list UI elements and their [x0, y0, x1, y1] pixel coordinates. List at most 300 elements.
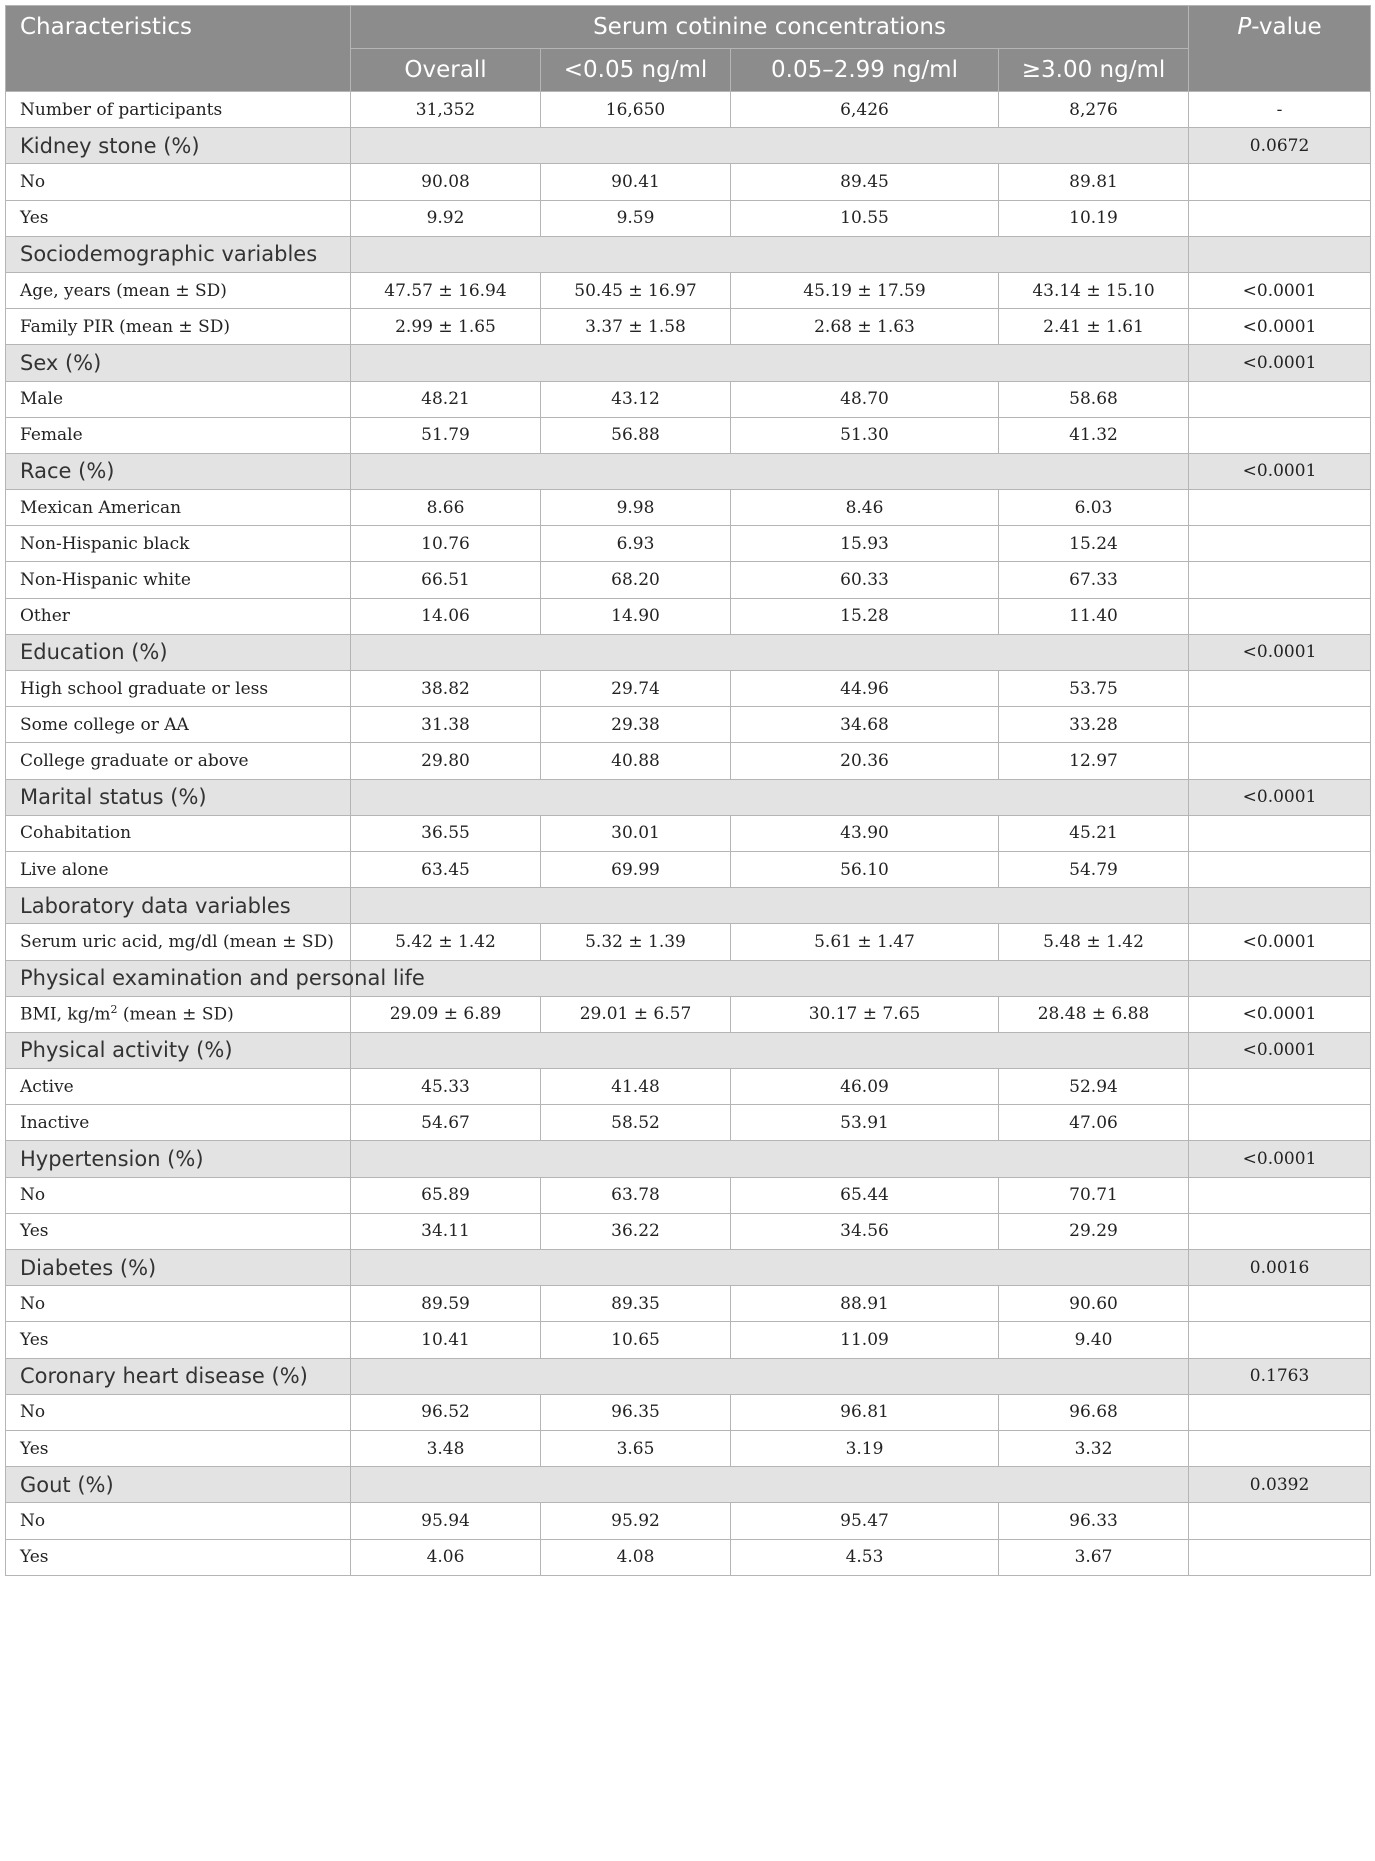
row-label-text: Inactive: [20, 1112, 90, 1133]
p-value-cell: <0.0001: [1189, 634, 1371, 670]
value-cell: 11.40: [999, 598, 1189, 634]
table-row: [6, 1177, 1371, 1213]
p-value-cell: <0.0001: [1189, 924, 1371, 960]
header-col-low: <0.05 ng/ml: [541, 49, 731, 92]
characteristics-table: [5, 5, 1371, 1576]
value-cell: 31.38: [351, 707, 541, 743]
value-cell: 67.33: [999, 562, 1189, 598]
table-row: [6, 1105, 1371, 1141]
header-col-overall: Overall: [351, 49, 541, 92]
value-cell: 5.61 ± 1.47: [731, 924, 999, 960]
value-cell: 9.92: [351, 200, 541, 236]
value-cell: 4.53: [731, 1539, 999, 1575]
row-label-text: Yes: [20, 1221, 49, 1242]
section-row: [6, 1250, 1371, 1286]
header-group-title: Serum cotinine concentrations: [351, 6, 1189, 49]
value-cell: 2.99 ± 1.65: [351, 309, 541, 345]
row-label-text: Sex (%): [20, 350, 102, 375]
section-label: [6, 779, 351, 815]
section-label: [6, 888, 351, 924]
value-cell: 48.21: [351, 381, 541, 417]
row-label: [6, 743, 351, 779]
section-label: [6, 960, 425, 996]
table-row: [6, 309, 1371, 345]
table-row: [6, 598, 1371, 634]
row-label-text: College graduate or above: [20, 750, 249, 771]
value-cell: 95.47: [731, 1503, 999, 1539]
value-cell: 29.09 ± 6.89: [351, 996, 541, 1032]
table-row: [6, 743, 1371, 779]
section-spacer: [351, 1358, 1189, 1394]
value-cell: 43.90: [731, 815, 999, 851]
table-row: [6, 164, 1371, 200]
value-cell: 8.46: [731, 490, 999, 526]
p-value-cell: [1189, 1286, 1371, 1322]
value-cell: 29.01 ± 6.57: [541, 996, 731, 1032]
value-cell: 6,426: [731, 92, 999, 128]
row-label: [6, 707, 351, 743]
row-label-text: Physical activity (%): [20, 1038, 233, 1063]
p-value-cell: 0.0392: [1189, 1467, 1371, 1503]
p-value-cell: [1189, 743, 1371, 779]
table-row: [6, 1539, 1371, 1575]
row-label: [6, 1286, 351, 1322]
row-label-text: Serum uric acid, mg/dl (mean ± SD): [20, 931, 334, 952]
section-label: [6, 1141, 351, 1177]
value-cell: 29.80: [351, 743, 541, 779]
value-cell: 44.96: [731, 671, 999, 707]
header-characteristics: Characteristics: [6, 6, 351, 92]
value-cell: 6.03: [999, 490, 1189, 526]
value-cell: 89.81: [999, 164, 1189, 200]
row-label: [6, 309, 351, 345]
section-row: [6, 345, 1371, 381]
row-label-text: Number of participants: [20, 99, 223, 120]
value-cell: 90.08: [351, 164, 541, 200]
p-value-cell: [1189, 815, 1371, 851]
value-cell: 34.68: [731, 707, 999, 743]
row-label: [6, 490, 351, 526]
p-value-cell: [1189, 1394, 1371, 1430]
value-cell: 6.93: [541, 526, 731, 562]
value-cell: 15.28: [731, 598, 999, 634]
table-row: [6, 924, 1371, 960]
row-label-text: Diabetes (%): [20, 1255, 157, 1280]
value-cell: 20.36: [731, 743, 999, 779]
table-row: [6, 707, 1371, 743]
value-cell: 34.11: [351, 1213, 541, 1249]
value-cell: 56.88: [541, 417, 731, 453]
value-cell: 2.68 ± 1.63: [731, 309, 999, 345]
value-cell: 52.94: [999, 1069, 1189, 1105]
value-cell: 95.92: [541, 1503, 731, 1539]
p-value-cell: <0.0001: [1189, 309, 1371, 345]
value-cell: 65.89: [351, 1177, 541, 1213]
row-label: [6, 924, 351, 960]
row-label-text: Marital status (%): [20, 785, 207, 810]
row-label-text: Gout (%): [20, 1472, 114, 1497]
row-label-text: High school graduate or less: [20, 678, 269, 699]
table-row: [6, 92, 1371, 128]
section-row: [6, 960, 1371, 996]
value-cell: 43.14 ± 15.10: [999, 272, 1189, 308]
value-cell: 41.32: [999, 417, 1189, 453]
row-label: [6, 815, 351, 851]
section-label: [6, 1032, 351, 1068]
value-cell: 63.45: [351, 851, 541, 887]
table-row: [6, 851, 1371, 887]
value-cell: 31,352: [351, 92, 541, 128]
value-cell: 96.52: [351, 1394, 541, 1430]
value-cell: 89.45: [731, 164, 999, 200]
table-row: [6, 815, 1371, 851]
p-value-cell: <0.0001: [1189, 345, 1371, 381]
value-cell: 29.29: [999, 1213, 1189, 1249]
value-cell: 58.68: [999, 381, 1189, 417]
p-value-cell: [1189, 236, 1371, 272]
row-label-text: No: [20, 171, 46, 192]
row-label: [6, 1539, 351, 1575]
row-label-text: Kidney stone (%): [20, 133, 200, 158]
value-cell: 16,650: [541, 92, 731, 128]
table-row: [6, 1069, 1371, 1105]
row-label-text: Yes: [20, 208, 49, 229]
section-spacer: [351, 888, 1189, 924]
p-value-cell: [1189, 960, 1371, 996]
value-cell: 40.88: [541, 743, 731, 779]
section-spacer: [351, 960, 1189, 996]
value-cell: 14.90: [541, 598, 731, 634]
p-value-cell: [1189, 1213, 1371, 1249]
table-row: [6, 1286, 1371, 1322]
value-cell: 95.94: [351, 1503, 541, 1539]
value-cell: 15.93: [731, 526, 999, 562]
p-value-cell: 0.0016: [1189, 1250, 1371, 1286]
value-cell: 90.41: [541, 164, 731, 200]
section-spacer: [351, 1032, 1189, 1068]
section-label: [6, 634, 351, 670]
value-cell: 48.70: [731, 381, 999, 417]
value-cell: 10.76: [351, 526, 541, 562]
value-cell: 11.09: [731, 1322, 999, 1358]
value-cell: 36.55: [351, 815, 541, 851]
table-row: [6, 671, 1371, 707]
p-value-cell: <0.0001: [1189, 1032, 1371, 1068]
value-cell: 34.56: [731, 1213, 999, 1249]
p-value-cell: <0.0001: [1189, 1141, 1371, 1177]
p-value-cell: [1189, 707, 1371, 743]
table-row: [6, 417, 1371, 453]
section-label: [6, 1467, 351, 1503]
value-cell: 43.12: [541, 381, 731, 417]
value-cell: 90.60: [999, 1286, 1189, 1322]
p-value-cell: [1189, 1503, 1371, 1539]
row-label: [6, 92, 351, 128]
row-label: [6, 164, 351, 200]
row-label-text: Non-Hispanic black: [20, 533, 190, 554]
row-label-text: Coronary heart disease (%): [20, 1364, 308, 1389]
header-p-suffix: -value: [1251, 14, 1322, 40]
value-cell: 9.98: [541, 490, 731, 526]
p-value-cell: [1189, 1539, 1371, 1575]
row-label-text: Yes: [20, 1547, 49, 1568]
value-cell: 3.65: [541, 1430, 731, 1466]
table-row: [6, 562, 1371, 598]
row-label-text: Laboratory data variables: [20, 893, 291, 918]
table-container: [5, 5, 1370, 1576]
row-label: [6, 1105, 351, 1141]
row-label: [6, 272, 351, 308]
section-row: [6, 1141, 1371, 1177]
value-cell: 53.91: [731, 1105, 999, 1141]
p-value-cell: [1189, 1177, 1371, 1213]
value-cell: 54.67: [351, 1105, 541, 1141]
value-cell: 36.22: [541, 1213, 731, 1249]
table-body: [6, 92, 1371, 1576]
p-value-cell: <0.0001: [1189, 272, 1371, 308]
value-cell: 66.51: [351, 562, 541, 598]
row-label: [6, 598, 351, 634]
p-value-cell: [1189, 1430, 1371, 1466]
value-cell: 51.79: [351, 417, 541, 453]
section-row: [6, 453, 1371, 489]
row-label-text: Hypertension (%): [20, 1147, 204, 1172]
section-label: [6, 345, 351, 381]
section-row: [6, 888, 1371, 924]
value-cell: 5.42 ± 1.42: [351, 924, 541, 960]
row-label-text: Education (%): [20, 640, 168, 665]
value-cell: 70.71: [999, 1177, 1189, 1213]
table-row: [6, 272, 1371, 308]
row-label-text: No: [20, 1185, 46, 1206]
table-row: [6, 526, 1371, 562]
row-label-text: Race (%): [20, 459, 115, 484]
table-header: [6, 6, 1371, 92]
section-spacer: [351, 453, 1189, 489]
value-cell: 56.10: [731, 851, 999, 887]
section-label: [6, 128, 351, 164]
p-value-cell: [1189, 417, 1371, 453]
row-label: [6, 1213, 351, 1249]
section-row: [6, 128, 1371, 164]
table-row: [6, 200, 1371, 236]
section-row: [6, 634, 1371, 670]
header-p-value: [1189, 6, 1371, 92]
value-cell: 68.20: [541, 562, 731, 598]
value-cell: 3.32: [999, 1430, 1189, 1466]
row-label-text: Yes: [20, 1438, 49, 1459]
row-label-text: Family PIR (mean ± SD): [20, 316, 230, 337]
row-label-suffix: (mean ± SD): [117, 1005, 234, 1026]
value-cell: 15.24: [999, 526, 1189, 562]
row-label: [6, 1177, 351, 1213]
row-label-text: Cohabitation: [20, 823, 132, 844]
row-label-text: Sociodemographic variables: [20, 242, 318, 267]
p-value-cell: [1189, 200, 1371, 236]
value-cell: 45.19 ± 17.59: [731, 272, 999, 308]
row-label-text: Some college or AA: [20, 714, 189, 735]
row-label-text: Mexican American: [20, 497, 182, 518]
value-cell: 47.57 ± 16.94: [351, 272, 541, 308]
row-label: [6, 1503, 351, 1539]
section-row: [6, 1032, 1371, 1068]
row-label: [6, 526, 351, 562]
p-value-cell: [1189, 562, 1371, 598]
value-cell: 28.48 ± 6.88: [999, 996, 1189, 1032]
p-value-cell: 0.0672: [1189, 128, 1371, 164]
value-cell: 12.97: [999, 743, 1189, 779]
value-cell: 10.41: [351, 1322, 541, 1358]
section-label: [6, 236, 351, 272]
value-cell: 96.68: [999, 1394, 1189, 1430]
value-cell: 3.19: [731, 1430, 999, 1466]
header-col-mid: 0.05–2.99 ng/ml: [731, 49, 999, 92]
table-row: [6, 1394, 1371, 1430]
value-cell: 9.59: [541, 200, 731, 236]
value-cell: 33.28: [999, 707, 1189, 743]
row-label: [6, 1069, 351, 1105]
p-value-cell: [1189, 671, 1371, 707]
table-row: [6, 996, 1371, 1032]
value-cell: 53.75: [999, 671, 1189, 707]
section-row: [6, 1358, 1371, 1394]
value-cell: 96.35: [541, 1394, 731, 1430]
p-value-cell: 0.1763: [1189, 1358, 1371, 1394]
value-cell: 3.37 ± 1.58: [541, 309, 731, 345]
section-spacer: [351, 236, 1189, 272]
row-label: [6, 417, 351, 453]
row-label-text: Male: [20, 389, 64, 410]
row-label-text: BMI, kg/m: [20, 1005, 111, 1026]
value-cell: 60.33: [731, 562, 999, 598]
value-cell: 89.35: [541, 1286, 731, 1322]
value-cell: 45.21: [999, 815, 1189, 851]
value-cell: 51.30: [731, 417, 999, 453]
value-cell: 65.44: [731, 1177, 999, 1213]
row-label-text: Physical examination and personal life: [20, 966, 425, 991]
value-cell: 58.52: [541, 1105, 731, 1141]
row-label-superscript: 2: [110, 1003, 118, 1017]
value-cell: 54.79: [999, 851, 1189, 887]
section-spacer: [351, 1467, 1189, 1503]
row-label: [6, 200, 351, 236]
value-cell: 96.33: [999, 1503, 1189, 1539]
value-cell: 3.48: [351, 1430, 541, 1466]
row-label: [6, 851, 351, 887]
value-cell: 96.81: [731, 1394, 999, 1430]
row-label-text: Female: [20, 425, 83, 446]
value-cell: 5.48 ± 1.42: [999, 924, 1189, 960]
value-cell: 8,276: [999, 92, 1189, 128]
row-label: [6, 671, 351, 707]
p-value-cell: [1189, 888, 1371, 924]
value-cell: 45.33: [351, 1069, 541, 1105]
value-cell: 29.38: [541, 707, 731, 743]
p-value-cell: [1189, 164, 1371, 200]
row-label-text: Other: [20, 606, 70, 627]
table-row: [6, 1322, 1371, 1358]
value-cell: 10.19: [999, 200, 1189, 236]
value-cell: 69.99: [541, 851, 731, 887]
p-value-cell: <0.0001: [1189, 453, 1371, 489]
row-label: [6, 562, 351, 598]
section-row: [6, 1467, 1371, 1503]
p-value-cell: <0.0001: [1189, 779, 1371, 815]
value-cell: 9.40: [999, 1322, 1189, 1358]
row-label: [6, 1322, 351, 1358]
p-value-cell: [1189, 381, 1371, 417]
header-col-high: ≥3.00 ng/ml: [999, 49, 1189, 92]
value-cell: 3.67: [999, 1539, 1189, 1575]
value-cell: 14.06: [351, 598, 541, 634]
row-label-text: No: [20, 1293, 46, 1314]
section-label: [6, 1250, 351, 1286]
value-cell: 2.41 ± 1.61: [999, 309, 1189, 345]
section-row: [6, 236, 1371, 272]
row-label: [6, 1430, 351, 1466]
p-value-cell: [1189, 490, 1371, 526]
p-value-cell: [1189, 851, 1371, 887]
section-row: [6, 779, 1371, 815]
table-row: [6, 1503, 1371, 1539]
value-cell: 4.08: [541, 1539, 731, 1575]
value-cell: 30.01: [541, 815, 731, 851]
value-cell: 38.82: [351, 671, 541, 707]
value-cell: 47.06: [999, 1105, 1189, 1141]
row-label-text: No: [20, 1402, 46, 1423]
table-row: [6, 490, 1371, 526]
value-cell: 46.09: [731, 1069, 999, 1105]
p-value-cell: <0.0001: [1189, 996, 1371, 1032]
p-value-cell: [1189, 526, 1371, 562]
row-label-text: Live alone: [20, 859, 109, 880]
row-label: [6, 996, 351, 1032]
value-cell: 29.74: [541, 671, 731, 707]
row-label-text: Active: [20, 1076, 74, 1097]
table-row: [6, 1213, 1371, 1249]
p-value-cell: -: [1189, 92, 1371, 128]
value-cell: 63.78: [541, 1177, 731, 1213]
value-cell: 10.65: [541, 1322, 731, 1358]
value-cell: 10.55: [731, 200, 999, 236]
table-row: [6, 1430, 1371, 1466]
row-label-text: Yes: [20, 1329, 49, 1350]
section-spacer: [351, 345, 1189, 381]
value-cell: 4.06: [351, 1539, 541, 1575]
value-cell: 89.59: [351, 1286, 541, 1322]
value-cell: 88.91: [731, 1286, 999, 1322]
section-label: [6, 1358, 351, 1394]
value-cell: 30.17 ± 7.65: [731, 996, 999, 1032]
section-spacer: [351, 1250, 1189, 1286]
section-label: [6, 453, 351, 489]
row-label-text: Age, years (mean ± SD): [20, 280, 227, 301]
value-cell: 50.45 ± 16.97: [541, 272, 731, 308]
table-row: [6, 381, 1371, 417]
value-cell: 5.32 ± 1.39: [541, 924, 731, 960]
value-cell: 8.66: [351, 490, 541, 526]
p-value-cell: [1189, 1322, 1371, 1358]
value-cell: 41.48: [541, 1069, 731, 1105]
section-spacer: [351, 779, 1189, 815]
row-label: [6, 1394, 351, 1430]
p-value-cell: [1189, 1069, 1371, 1105]
section-spacer: [351, 634, 1189, 670]
row-label: [6, 381, 351, 417]
section-spacer: [351, 128, 1189, 164]
row-label-text: Non-Hispanic white: [20, 570, 191, 591]
p-value-cell: [1189, 1105, 1371, 1141]
